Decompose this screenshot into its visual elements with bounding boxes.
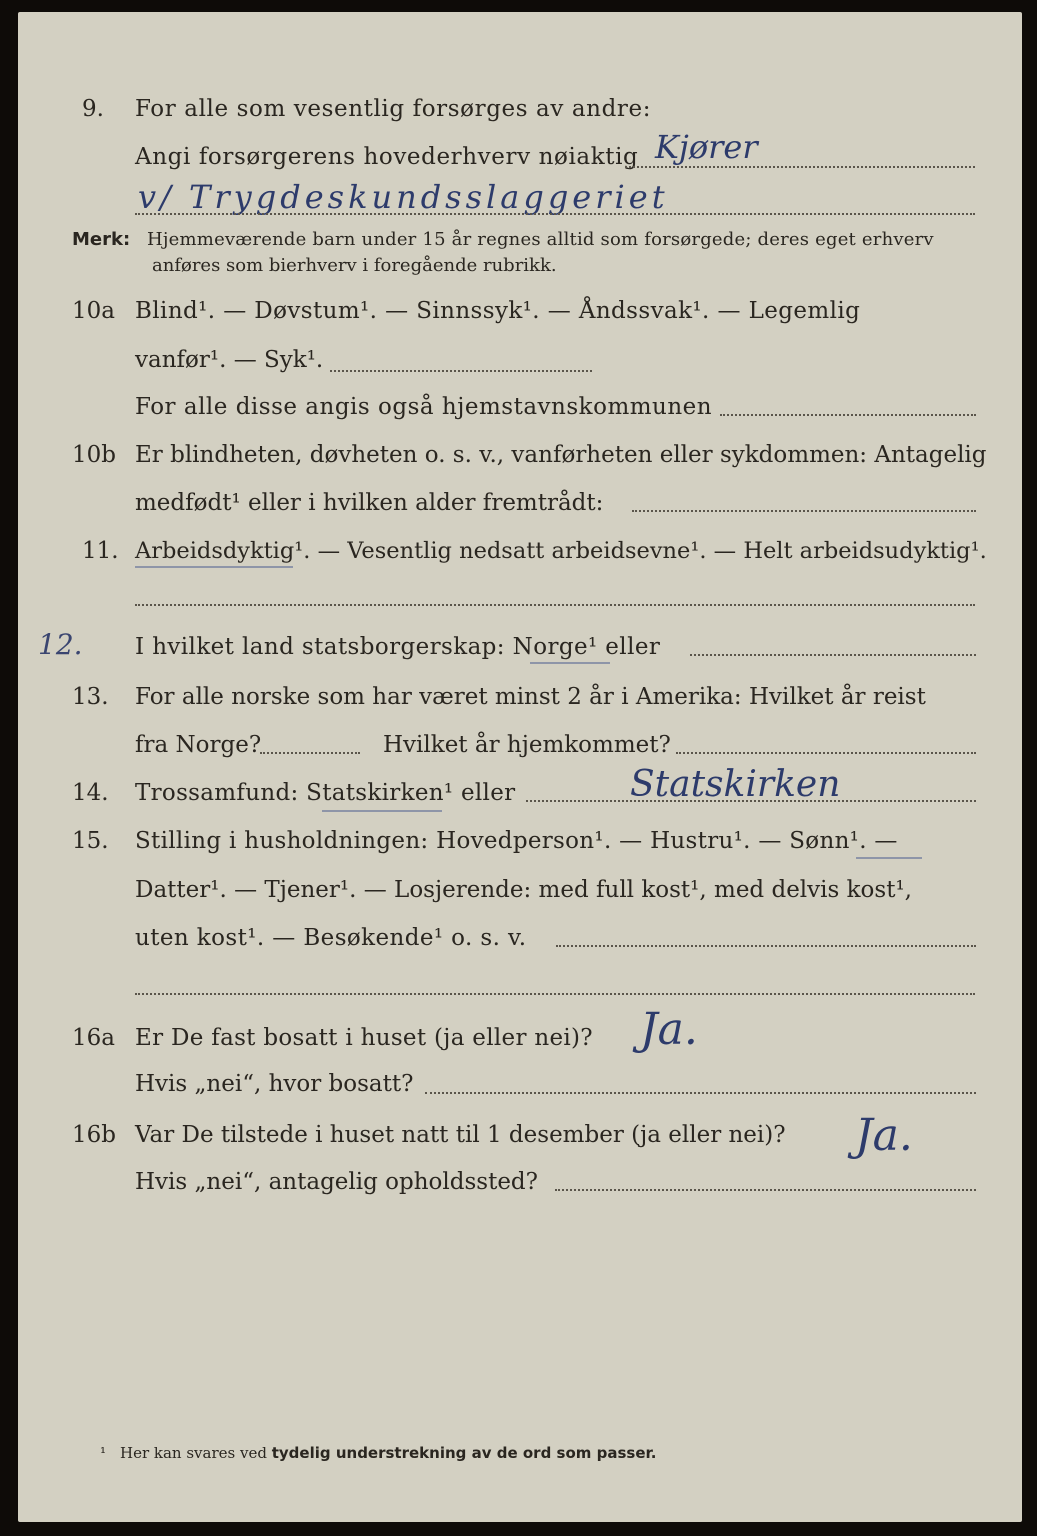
q12-answer-line [690, 654, 976, 656]
q16a-handwritten-answer: Ja. [640, 1004, 698, 1055]
q10a-line2: vanfør¹. — Syk¹. [135, 347, 324, 373]
q13-number: 13. [72, 684, 109, 710]
footnote-mark: ¹ [100, 1444, 107, 1462]
q16b-handwritten-answer: Ja. [855, 1110, 913, 1161]
merk-line1: Hjemmeværende barn under 15 år regnes alltid som forsørgede; deres eget erhverv [147, 229, 934, 250]
q14-number: 14. [72, 780, 109, 806]
q10a-number: 10a [72, 298, 115, 324]
q16b-line1: Var De tilstede i huset natt til 1 desember (ja eller nei)? [135, 1122, 786, 1148]
q10b-line1: Er blindheten, døvheten o. s. v., vanførheten eller sykdommen: Antagelig [135, 442, 987, 468]
footnote-text [120, 1444, 656, 1462]
q9-number: 9. [82, 96, 104, 122]
q14-handwritten-answer: Statskirken [630, 764, 841, 805]
q11-number: 11. [82, 538, 119, 564]
q14-underline-statskirken [322, 810, 442, 812]
q10a-line3: For alle disse angis også hjemstavnskommunen [135, 394, 713, 420]
footnote-bold: tydelig understrekning av de ord som passer. [271, 1444, 657, 1462]
q9-answer-line [625, 166, 975, 168]
q15-underline-sonn [856, 857, 922, 859]
q13-line1: For alle norske som har været minst 2 år i Amerika: Hvilket år reist [135, 684, 926, 710]
merk-line2: anføres som bierhverv i foregående rubrikk. [152, 255, 557, 276]
q9-handwritten-answer-1: Kjører [655, 128, 758, 166]
q15-line1: Stilling i husholdningen: Hovedperson¹. — Hustru¹. — Sønn¹. — [135, 828, 898, 854]
q16b-number: 16b [72, 1122, 116, 1148]
q13-reist-line [260, 752, 360, 754]
q16b-answer-line [555, 1189, 976, 1191]
q11-underline-arbeidsdyktig [135, 566, 293, 568]
q16b-line2: Hvis „nei“, antagelig opholdssted? [135, 1169, 538, 1195]
q13-line2b: Hvilket år hjemkommet? [383, 732, 671, 758]
q15-line3: uten kost¹. — Besøkende¹ o. s. v. [135, 925, 527, 951]
q12-line1: I hvilket land statsborgerskap: Norge¹ eller [135, 634, 661, 660]
q10a-kommune-line [720, 414, 976, 416]
q10a-answer-line [330, 370, 592, 372]
footnote-plain: Her kan svares ved [120, 1444, 267, 1462]
q9-line1: For alle som vesentlig forsørges av andre: [135, 96, 652, 122]
q11-answer-line [135, 604, 975, 606]
q9-handwritten-answer-2: v/ Trygdeskundsslaggeriet [138, 178, 669, 216]
q15-answer-line [556, 945, 976, 947]
q10b-answer-line [632, 510, 976, 512]
q15-number: 15. [72, 828, 109, 854]
q13-line2a: fra Norge? [135, 732, 262, 758]
merk-label: Merk: [72, 229, 131, 250]
q16a-number: 16a [72, 1025, 115, 1051]
q14-line1: Trossamfund: Statskirken¹ eller [135, 780, 516, 806]
q9-line2: Angi forsørgerens hovederhverv nøiaktig [135, 144, 639, 170]
q10b-number: 10b [72, 442, 116, 468]
q16a-line1: Er De fast bosatt i huset (ja eller nei)? [135, 1025, 593, 1051]
q13-hjemkommet-line [676, 752, 976, 754]
q11-line1: Arbeidsdyktig¹. — Vesentlig nedsatt arbeidsevne¹. — Helt arbeidsudyktig¹. [135, 538, 987, 564]
q9-answer-line-2 [135, 213, 975, 215]
q12-margin-mark: 12. [38, 628, 83, 661]
q15-line2: Datter¹. — Tjener¹. — Losjerende: med full kost¹, med delvis kost¹, [135, 877, 912, 903]
q10b-line2: medfødt¹ eller i hvilken alder fremtrådt: [135, 490, 604, 516]
q15-answer-line-2 [135, 993, 975, 995]
q16a-line2: Hvis „nei“, hvor bosatt? [135, 1071, 414, 1097]
q12-underline-norge [530, 662, 610, 664]
q10a-line1: Blind¹. — Døvstum¹. — Sinnssyk¹. — Åndssvak¹. — Legemlig [135, 298, 861, 324]
q16a-answer-line [425, 1092, 976, 1094]
